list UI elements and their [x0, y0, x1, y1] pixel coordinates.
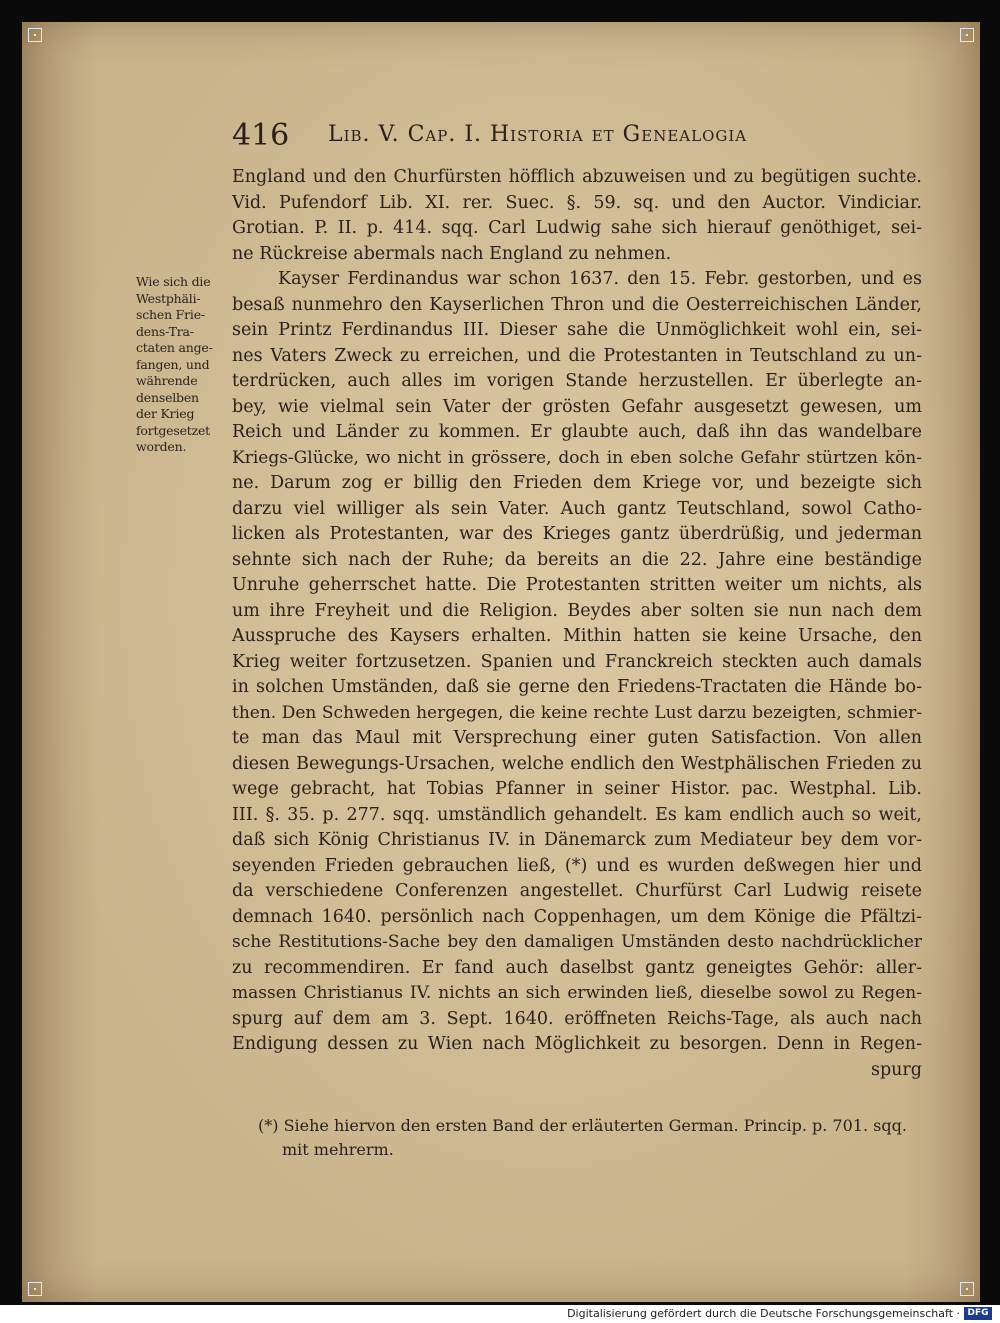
- text-line: sein Printz Ferdinandus III. Dieser sahe die Unmöglichkeit wohl ein, sei-: [232, 320, 922, 340]
- text-line: demnach 1640. persönlich nach Coppenhagen, um dem Könige die Pfältzi-: [232, 906, 922, 927]
- scan-corner-marker: [28, 1282, 42, 1296]
- text-line: daß sich König Christianus IV. in Dänemarck zum Mediateur bey dem vor-: [232, 830, 922, 850]
- text-line: wege gebracht, hat Tobias Pfanner in seiner Histor. pac. Westphal. Lib.: [232, 779, 922, 799]
- footnote: [258, 1114, 922, 1162]
- footnote-line: mit mehrerm.: [282, 1140, 394, 1159]
- page-number: 416: [232, 118, 290, 153]
- text-line: Krieg weiter fortzusetzen. Spanien und Franckreich steckten auch damals: [232, 651, 922, 672]
- margin-note: [136, 274, 228, 456]
- text-line: seyenden Frieden gebrauchen ließ, (*) und es wurden deßwegen hier und: [232, 855, 922, 876]
- margin-note-line: der Krieg: [136, 406, 195, 421]
- margin-note-line: denselben: [136, 389, 199, 405]
- margin-note-line: Westphäli-: [136, 290, 201, 306]
- margin-note-line: fortgesetzet: [136, 422, 210, 438]
- page-header: [232, 118, 922, 158]
- text-line: III. §. 35. p. 277. sqq. umständlich gehandelt. Es kam endlich auch so weit,: [232, 804, 922, 825]
- text-line: besaß nunmehro den Kayserlichen Thron und die Oesterreichischen Länder,: [232, 294, 922, 315]
- scan-corner-marker: [28, 28, 42, 42]
- scan-corner-marker: [960, 1282, 974, 1296]
- text-line: da verschiedene Conferenzen angestellet. Churfürst Carl Ludwig reisete: [232, 881, 922, 901]
- running-head: Lib. V. Cap. I. Historia et Genealogia: [328, 122, 748, 147]
- margin-note-line: ctaten ange-: [136, 340, 213, 355]
- text-line: sehnte sich nach der Ruhe; da bereits an die 22. Jahre eine beständige: [232, 549, 922, 570]
- text-line: um ihre Freyheit und die Religion. Beydes aber solten sie nun nach dem: [232, 600, 922, 621]
- scan-corner-marker: [960, 28, 974, 42]
- margin-note-line: dens-Tra-: [136, 323, 194, 339]
- text-line: massen Christianus IV. nichts an sich erwinden ließ, dieselbe sowol zu Regen-: [232, 983, 922, 1003]
- dfg-logo: DFG: [964, 1307, 992, 1320]
- text-line: terdrücken, auch alles im vorigen Stande herzustellen. Er überlegte an-: [232, 371, 922, 391]
- margin-note-line: schen Frie-: [136, 307, 205, 322]
- text-line: te man das Maul mit Versprechung einer guten Satisfaction. Von allen: [232, 728, 922, 748]
- text-line: zu recommendiren. Er fand auch daselbst gantz geneigtes Gehör: aller-: [232, 957, 922, 978]
- margin-note-line: währende: [136, 373, 198, 388]
- text-line: Unruhe geherrschet hatte. Die Protestanten stritten weiter um nichts, als: [232, 575, 922, 595]
- margin-note-line: fangen, und: [136, 356, 210, 372]
- text-line: licken als Protestanten, war des Krieges gantz überdrüßig, und jederman: [232, 524, 922, 544]
- text-line: Grotian. P. II. p. 414. sqq. Carl Ludwig sahe sich hierauf genöthiget, sei-: [232, 218, 922, 238]
- text-line: Kriegs-Glücke, wo nicht in grössere, doch in eben solche Gefahr stürtzen kön-: [232, 447, 922, 468]
- text-line: ne. Darum zog er billig den Frieden dem Kriege vor, und bezeigte sich: [232, 473, 922, 493]
- text-line: spurg auf dem am 3. Sept. 1640. eröffneten Reichs-Tage, als auch nach: [232, 1008, 922, 1029]
- text-line: darzu viel williger als sein Vater. Auch gantz Teutschland, sowol Catho-: [232, 498, 922, 519]
- text-line: Kayser Ferdinandus war schon 1637. den 15. Febr. gestorben, und es: [278, 269, 922, 289]
- margin-note-line: worden.: [136, 439, 187, 454]
- text-line: diesen Bewegungs-Ursachen, welche endlich den Westphälischen Frieden zu: [232, 753, 922, 774]
- text-line: Ausspruche des Kaysers erhalten. Mithin hatten sie keine Ursache, den: [232, 626, 922, 646]
- text-line: Reich und Länder zu kommen. Er glaubte auch, daß ihn das wandelbare: [232, 422, 922, 442]
- digitization-footer: [0, 1305, 1000, 1323]
- text-line: then. Den Schweden hergegen, die keine rechte Lust darzu bezeigten, schmier-: [232, 702, 922, 723]
- text-line: nes Vaters Zweck zu erreichen, und die Protestanten in Teutschland zu un-: [232, 345, 922, 366]
- body-text: [232, 165, 922, 1083]
- text-line: England und den Churfürsten höfflich abzuweisen und zu begütigen suchte.: [232, 167, 922, 187]
- footnote-line: (*) Siehe hiervon den ersten Band der erläuterten German. Princip. p. 701. sqq.: [258, 1116, 907, 1135]
- funding-credit: Digitalisierung gefördert durch die Deutsche Forschungsgemeinschaft ·: [567, 1307, 960, 1320]
- text-line: Vid. Pufendorf Lib. XI. rer. Suec. §. 59. sq. und den Auctor. Vindiciar.: [232, 192, 922, 213]
- catchword: spurg: [870, 1059, 922, 1080]
- text-line: sche Restitutions-Sache bey den damaligen Umständen desto nachdrücklicher: [232, 932, 922, 952]
- text-line: in solchen Umständen, daß sie gerne den Friedens-Tractaten die Hände bo-: [232, 677, 922, 697]
- text-line: Endigung dessen zu Wien nach Möglichkeit zu besorgen. Denn in Regen-: [232, 1034, 922, 1054]
- margin-note-line: Wie sich die: [136, 274, 211, 289]
- text-line: bey, wie vielmal sein Vater der grösten Gefahr ausgesetzt gewesen, um: [232, 396, 922, 417]
- text-line: ne Rückreise abermals nach England zu nehmen.: [232, 243, 672, 264]
